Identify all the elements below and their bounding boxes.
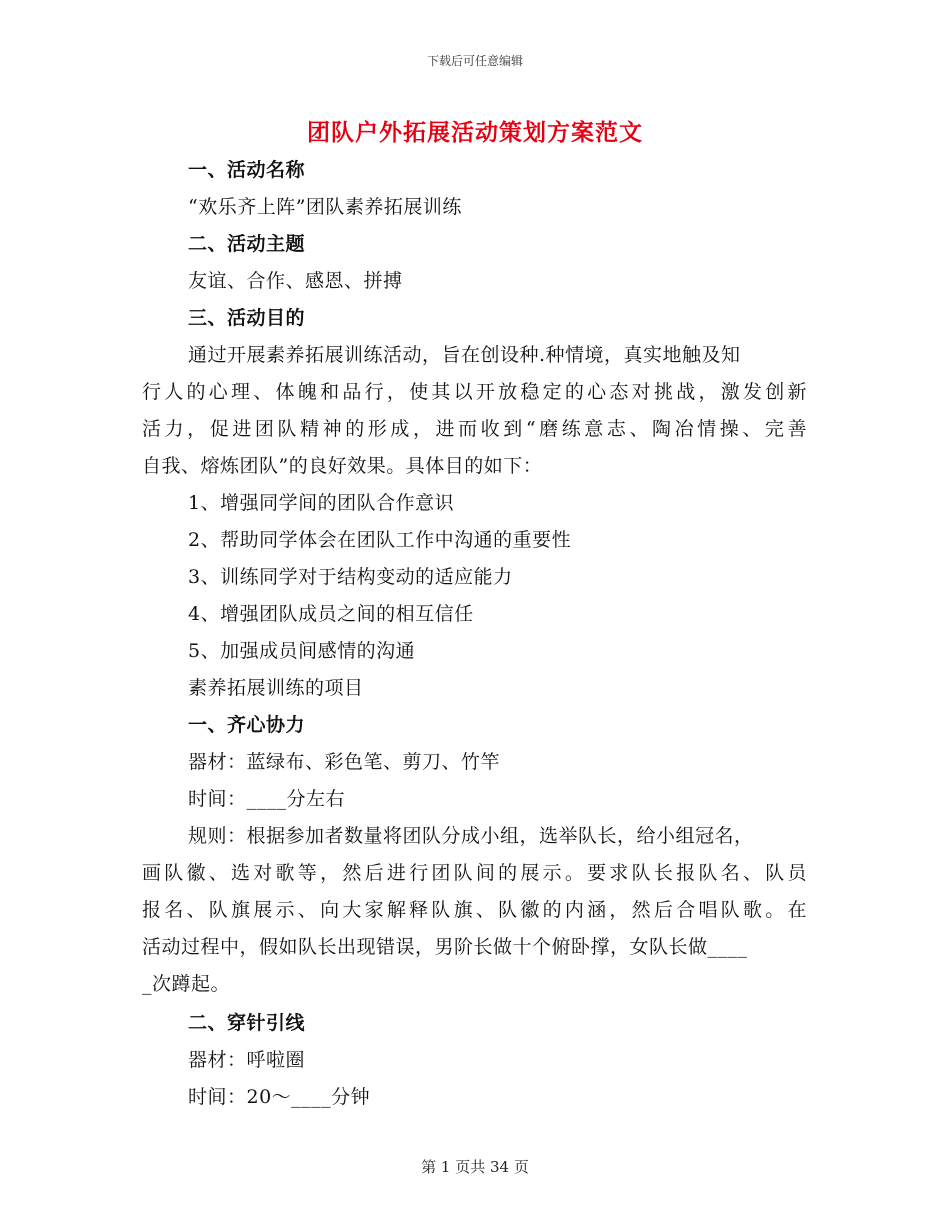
project-1-time: 时间：____分左右 [188,788,346,810]
goal-item-1: 1、增强同学间的团队合作意识 [188,492,455,514]
section-heading-activity-purpose: 三、活动目的 [188,307,306,329]
goal-item-2: 2、帮助同学体会在团队工作中沟通的重要性 [188,529,572,551]
project-1-rules-line-2: 画队徽、选对歌等，然后进行团队间的展示。要求队长报队名、队员 [142,862,807,884]
project-1-rules-line-5: _次蹲起。 [142,973,231,995]
header-note: 下载后可任意编辑 [426,54,523,68]
purpose-paragraph-line-1: 通过开展素养拓展训练活动，旨在创设种.种情境，真实地触及知 [188,344,741,366]
purpose-paragraph-line-3: 活力，促进团队精神的形成，进而收到“磨练意志、陶冶情操、完善 [142,418,807,440]
page-footer: 第 1 页共 34 页 [421,1158,529,1176]
section-heading-activity-name: 一、活动名称 [188,159,306,181]
document-title: 团队户外拓展活动策划方案范文 [307,119,643,146]
projects-subtitle: 素养拓展训练的项目 [188,677,364,699]
project-1-rules-line-1: 规则：根据参加者数量将团队分成小组，选举队长，给小组冠名， [188,825,754,847]
project-1-equipment: 器材：蓝绿布、彩色笔、剪刀、竹竿 [188,751,501,773]
project-1-rules-line-3: 报名、队旗展示、向大家解释队旗、队徽的内涵，然后合唱队歌。在 [142,899,807,921]
project-heading-1: 一、齐心协力 [188,714,306,736]
purpose-paragraph-line-2: 行人的心理、体魄和品行，使其以开放稳定的心态对挑战，激发创新 [142,381,807,403]
project-2-time: 时间：20～____分钟 [188,1086,371,1108]
project-1-rules-line-4: 活动过程中，假如队长出现错误，男阶长做十个俯卧撑，女队长做____ [142,936,748,958]
activity-name-text: “欢乐齐上阵”团队素养拓展训练 [188,196,462,218]
project-2-equipment: 器材：呼啦圈 [188,1049,306,1071]
goal-item-4: 4、增强团队成员之间的相互信任 [188,603,474,625]
goal-item-5: 5、加强成员间感情的沟通 [188,640,416,662]
activity-theme-text: 友谊、合作、感恩、拼搏 [188,270,403,292]
goal-item-3: 3、训练同学对于结构变动的适应能力 [188,566,513,588]
project-heading-2: 二、穿针引线 [188,1012,306,1034]
section-heading-activity-theme: 二、活动主题 [188,233,306,255]
purpose-paragraph-line-4: 自我、熔炼团队”的良好效果。具体目的如下： [142,455,543,477]
